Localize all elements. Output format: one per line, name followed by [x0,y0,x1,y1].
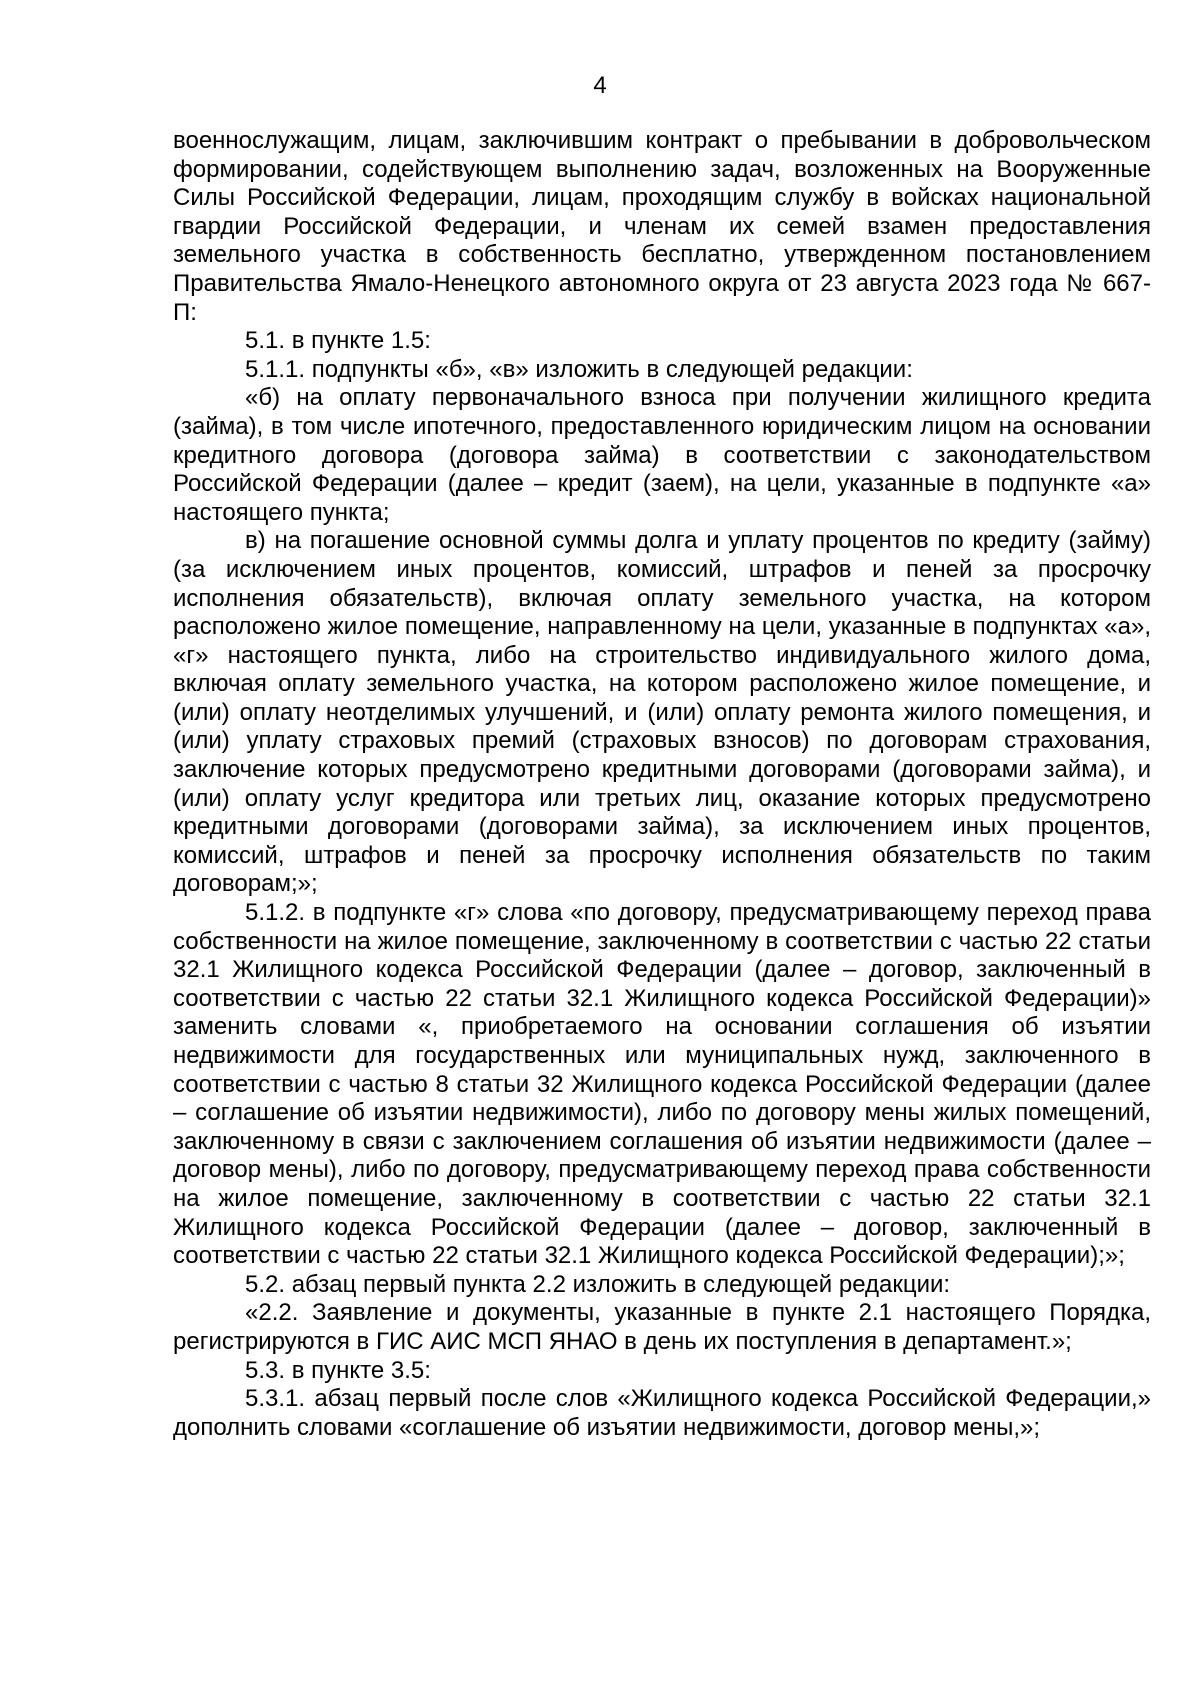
paragraph-2-2: «2.2. Заявление и документы, указанные в пункте 2.1 настоящего Порядка, регистрируются в ГИС АИС МСП ЯНАО в день их поступления в департамент.»; [173,1299,1151,1355]
paragraph-subitem-b: «б) на оплату первоначального взноса при получении жилищного кредита (займа), в том числе ипотечного, предоставленного юридическим лицом на основании кредитного договора (договора займа) в соответствии с законодательством Российской Федерации (далее – кредит (заем), на цели, указанные в подпункте «а» настоящего пункта; [173,384,1151,526]
paragraph-subitem-v: в) на погашение основной суммы долга и уплату процентов по кредиту (займу) (за исключением иных процентов, комиссий, штрафов и пеней за просрочку исполнения обязательств), включая оплату земельного участка, на котором расположено жилое помещение, направленному на цели, указанные в подпунктах «а», «г» настоящего пункта, либо на строительство индивидуального жилого дома, включая оплату земельного участка, на котором расположено жилое помещение, и (или) оплату неотделимых улучшений, и (или) оплату ремонта жилого помещения, и (или) уплату страховых премий (страховых взносов) по договорам страхования, заключение которых предусмотрено кредитными договорами (договорами займа), и (или) оплату услуг кредитора или третьих лиц, оказание которых предусмотрено кредитными договорами (договорами займа), за исключением иных процентов, комиссий, штрафов и пеней за просрочку исполнения обязательств по таким договорам;»; [173,527,1151,898]
paragraph-5-3: 5.3. в пункте 3.5: [245,1356,431,1384]
page-number: 4 [593,72,607,99]
paragraph-5-1-2: 5.1.2. в подпункте «г» слова «по договору, предусматривающему переход права собственности на жилое помещение, заключенному в соответствии с частью 22 статьи 32.1 Жилищного кодекса Российской Федерации (далее – договор, заключенный в соответствии с частью 22 статьи 32.1 Жилищного кодекса Российской Федерации)» заменить словами «, приобретаемого на основании соглашения об изъятии недвижимости для государственных или муниципальных нужд, заключенного в соответствии с частью 8 статьи 32 Жилищного кодекса Российской Федерации (далее – соглашение об изъятии недвижимости), либо по договору мены жилых помещений, заключенному в связи с заключением соглашения об изъятии недвижимости (далее – договор мены), либо по договору, предусматривающему переход права собственности на жилое помещение, заключенному в соответствии с частью 22 статьи 32.1 Жилищного кодекса Российской Федерации (далее – договор, заключенный в соответствии с частью 22 статьи 32.1 Жилищного кодекса Российской Федерации);»; [173,899,1151,1270]
paragraph-5-1-1: 5.1.1. подпункты «б», «в» изложить в следующей редакции: [245,355,913,383]
paragraph-5-3-1: 5.3.1. абзац первый после слов «Жилищного кодекса Российской Федерации,» дополнить словами «соглашение об изъятии недвижимости, договор мены,»; [173,1385,1151,1441]
paragraph-5-1: 5.1. в пункте 1.5: [245,327,431,355]
document-body [173,127,1151,1442]
paragraph-5-2: 5.2. абзац первый пункта 2.2 изложить в следующей редакции: [245,1270,951,1298]
paragraph-intro: военнослужащим, лицам, заключившим контракт о пребывании в добровольческом формировании, содействующем выполнению задач, возложенных на Вооруженные Силы Российской Федерации, лицам, проходящим службу в войсках национальной гвардии Российской Федерации, и членам их семей взамен предоставления земельного участка в собственность бесплатно, утвержденном постановлением Правительства Ямало-Ненецкого автономного округа от 23 августа 2023 года № 667-П: [173,127,1151,326]
